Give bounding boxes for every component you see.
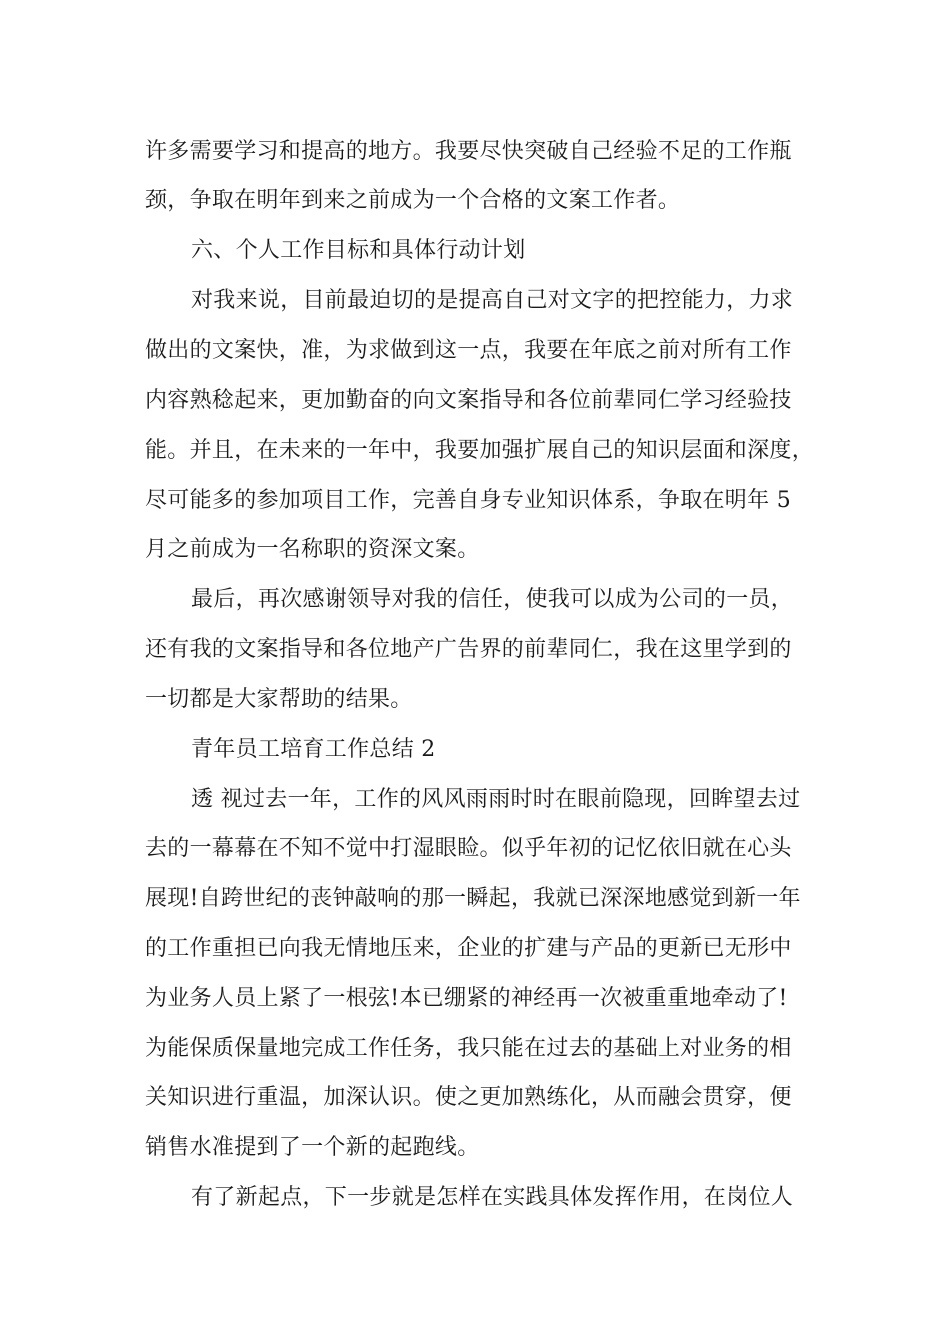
text-line: 有了新起点，下一步就是怎样在实践具体发挥作用，在岗位人 bbox=[191, 1185, 794, 1210]
text-line: 最后，再次感谢领导对我的信任，使我可以成为公司的一员， bbox=[191, 587, 794, 612]
text-line: 为能保质保量地完成工作任务，我只能在过去的基础上对业务的相 bbox=[145, 1036, 792, 1061]
text-line: 颈，争取在明年到来之前成为一个合格的文案工作者。 bbox=[145, 188, 681, 213]
text-line: 为业务人员上紧了一根弦!本已绷紧的神经再一次被重重地牵动了! bbox=[145, 986, 788, 1011]
text-line: 能。并且，在未来的一年中，我要加强扩展自己的知识层面和深度， bbox=[145, 438, 815, 463]
section-heading: 青年员工培育工作总结 2 bbox=[191, 737, 436, 762]
text-line: 一切都是大家帮助的结果。 bbox=[145, 687, 413, 712]
text-line: 对我来说，目前最迫切的是提高自己对文字的把控能力，力求 bbox=[191, 288, 794, 313]
text-line: 月之前成为一名称职的资深文案。 bbox=[145, 537, 480, 562]
text-line: 的工作重担已向我无情地压来，企业的扩建与产品的更新已无形中 bbox=[145, 936, 792, 961]
section-heading: 六、个人工作目标和具体行动计划 bbox=[191, 238, 526, 263]
text-line: 销售水准提到了一个新的起跑线。 bbox=[145, 1135, 480, 1160]
text-line: 去的一幕幕在不知不觉中打湿眼睑。似乎年初的记忆依旧就在心头 bbox=[145, 836, 792, 861]
text-line: 还有我的文案指导和各位地产广告界的前辈同仁，我在这里学到的 bbox=[145, 637, 792, 662]
text-line: 关知识进行重温，加深认识。使之更加熟练化，从而融会贯穿，便 bbox=[145, 1085, 792, 1110]
text-line: 尽可能多的参加项目工作，完善自身专业知识体系，争取在明年 5 bbox=[145, 488, 791, 513]
text-line: 透 视过去一年，工作的风风雨雨时时在眼前隐现，回眸望去过 bbox=[191, 787, 801, 812]
text-line: 许多需要学习和提高的地方。我要尽快突破自己经验不足的工作瓶 bbox=[145, 139, 792, 164]
text-line: 展现!自跨世纪的丧钟敲响的那一瞬起，我就已深深地感觉到新一年 bbox=[145, 886, 801, 911]
text-line: 做出的文案快，准，为求做到这一点，我要在年底之前对所有工作 bbox=[145, 338, 792, 363]
text-line: 内容熟稔起来，更加勤奋的向文案指导和各位前辈同仁学习经验技 bbox=[145, 388, 792, 413]
